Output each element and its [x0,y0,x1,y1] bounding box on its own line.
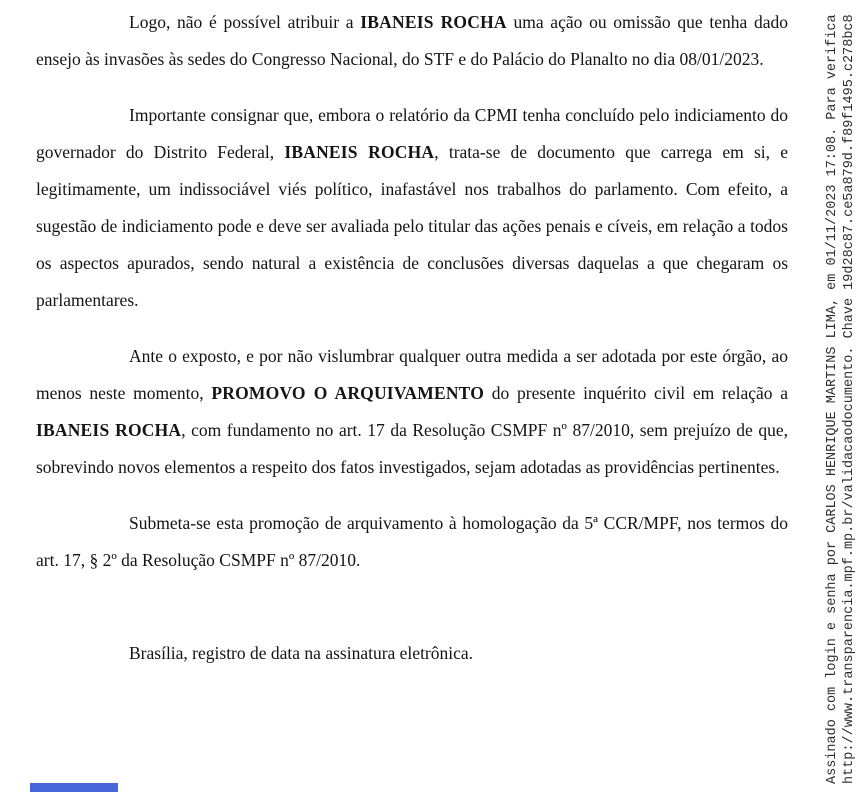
text-segment: uma ação ou omissão que tenha dado ensejo às invasões às sedes do Congresso Nacional, do STF e do Palácio do Planalto no dia 08/01/2023. [36,12,788,69]
signature-line-1: Assinado com login e senha por CARLOS HENRIQUE MARTINS LIMA, em 01/11/2023 17:08. Para verifica [825,14,840,784]
text-segment: Importante consignar que, embora o relatório da CPMI tenha concluído pelo indiciamento do governador do Distrito Federal, [36,105,788,162]
text-segment: Logo, não é possível atribuir a [129,12,361,32]
bold-ibaneis-rocha: IBANEIS ROCHA [36,420,182,440]
bold-ibaneis-rocha: IBANEIS ROCHA [360,12,507,32]
signature-sidebar [824,0,862,792]
text-segment: , com fundamento no art. 17 da Resolução CSMPF nº 87/2010, sem prejuízo de que, sobrevindo novos elementos a respeito dos fatos investigados, sejam adotadas as providências pertinentes. [36,420,788,477]
paragraph-importante [36,97,788,319]
footer-accent-bar [30,783,118,792]
bold-ibaneis-rocha: IBANEIS ROCHA [284,142,435,162]
document-body [36,4,788,691]
text-segment: Submeta-se esta promoção de arquivamento à homologação da 5ª CCR/MPF, nos termos do art. 17, § 2º da Resolução CSMPF nº 87/2010. [36,513,788,570]
text-segment: do presente inquérito civil em relação a [484,383,789,403]
paragraph-ante-o-exposto [36,338,788,486]
paragraph-brasilia [36,635,788,672]
text-segment: , trata-se de documento que carrega em si, e legitimamente, um indissociável viés político, inafastável nos trabalhos do parlamento. Com efeito, a sugestão de indiciamento pode e deve ser avaliada pelo titular das ações penais e cíveis, em relação a todos os aspectos apurados, sendo natural a existência de conclusões diversas daquelas a que chegaram os parlamentares. [36,142,788,310]
bold-promovo-o-arquivamento: PROMOVO O ARQUIVAMENTO [211,383,485,403]
paragraph-logo [36,4,788,78]
text-segment: Ante o exposto, e por não vislumbrar qualquer outra medida a ser adotada por este órgão, ao menos neste momento, [36,346,788,403]
paragraph-submeta-se [36,505,788,579]
text-segment: Brasília, registro de data na assinatura eletrônica. [129,643,474,663]
signature-line-2: http://www.transparencia.mpf.mp.br/validacaodocumento. Chave 19d28c87.ce5a879d.f89f1495.c278bc8 [842,14,857,784]
